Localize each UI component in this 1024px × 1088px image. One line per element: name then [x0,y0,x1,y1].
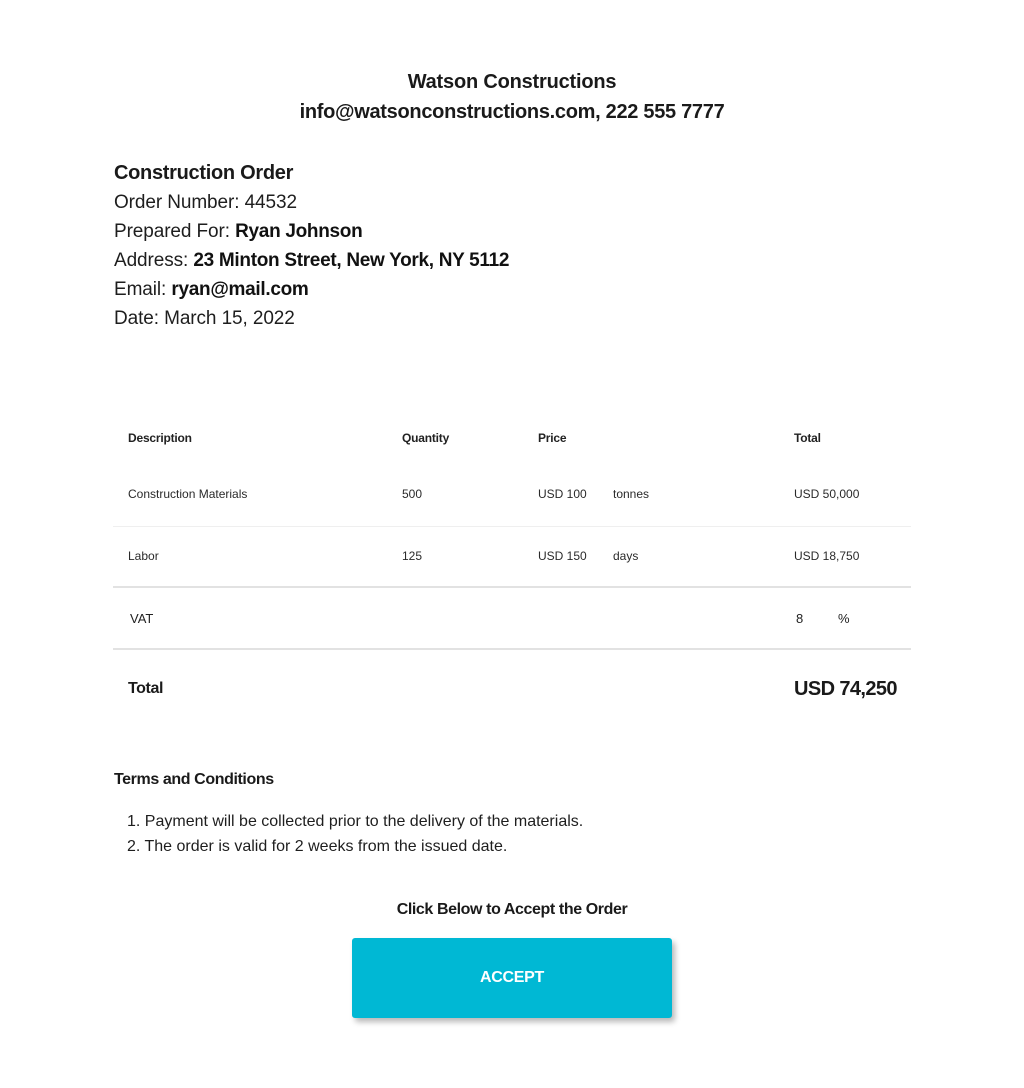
terms-title: Terms and Conditions [114,771,274,788]
order-number-value: 44532 [244,192,297,213]
row-description: Construction Materials [128,487,248,501]
prepared-for-value: Ryan Johnson [235,221,363,242]
terms-item: 1. Payment will be collected prior to the delivery of the materials. [127,813,584,830]
order-title: Construction Order [114,162,294,184]
order-info [114,159,509,333]
grand-total-label: Total [128,680,164,697]
date-label: Date: [114,308,159,329]
order-number-label: Order Number: [114,192,240,213]
accept-button[interactable]: ACCEPT [352,938,672,1018]
order-number-line [114,188,509,217]
row-total: USD 18,750 [794,549,860,563]
terms-item: 2. The order is valid for 2 weeks from the issued date. [127,838,508,855]
row-quantity: 500 [402,487,423,501]
header-price: Price [538,431,567,445]
prepared-for-label: Prepared For: [114,221,230,242]
row-quantity: 125 [402,549,423,563]
prepared-for-line [114,217,509,246]
row-price: USD 100 [538,487,587,501]
vat-label: VAT [130,611,154,626]
company-header [0,68,1024,128]
company-name: Watson Constructions [407,71,617,93]
grand-total-row [113,650,911,730]
row-price: USD 150 [538,549,587,563]
date-value: March 15, 2022 [164,308,295,329]
header-total: Total [794,431,821,445]
table-row [113,527,911,588]
terms-section [114,769,583,859]
accept-section [0,899,1024,986]
row-unit: days [613,549,639,563]
header-description: Description [128,431,192,445]
row-unit: tonnes [613,487,650,501]
email-label: Email: [114,279,167,300]
email-line [114,275,509,304]
row-description: Labor [128,549,159,563]
order-items-table [113,410,911,730]
vat-row [113,588,911,650]
address-value: 23 Minton Street, New York, NY 5112 [193,250,510,271]
accept-prompt: Click Below to Accept the Order [396,901,628,918]
vat-value: 8 [796,611,804,626]
header-quantity: Quantity [402,431,450,445]
company-contact: info@watsonconstructions.com, 222 555 7777 [299,101,725,123]
table-header-row [113,410,911,466]
table-row [113,466,911,527]
address-label: Address: [114,250,189,271]
address-line [114,246,509,275]
vat-unit: % [838,611,850,626]
terms-list [127,809,583,859]
row-total: USD 50,000 [794,487,860,501]
email-value: ryan@mail.com [171,279,309,300]
grand-total-value: USD 74,250 [794,678,897,700]
date-line [114,304,509,333]
